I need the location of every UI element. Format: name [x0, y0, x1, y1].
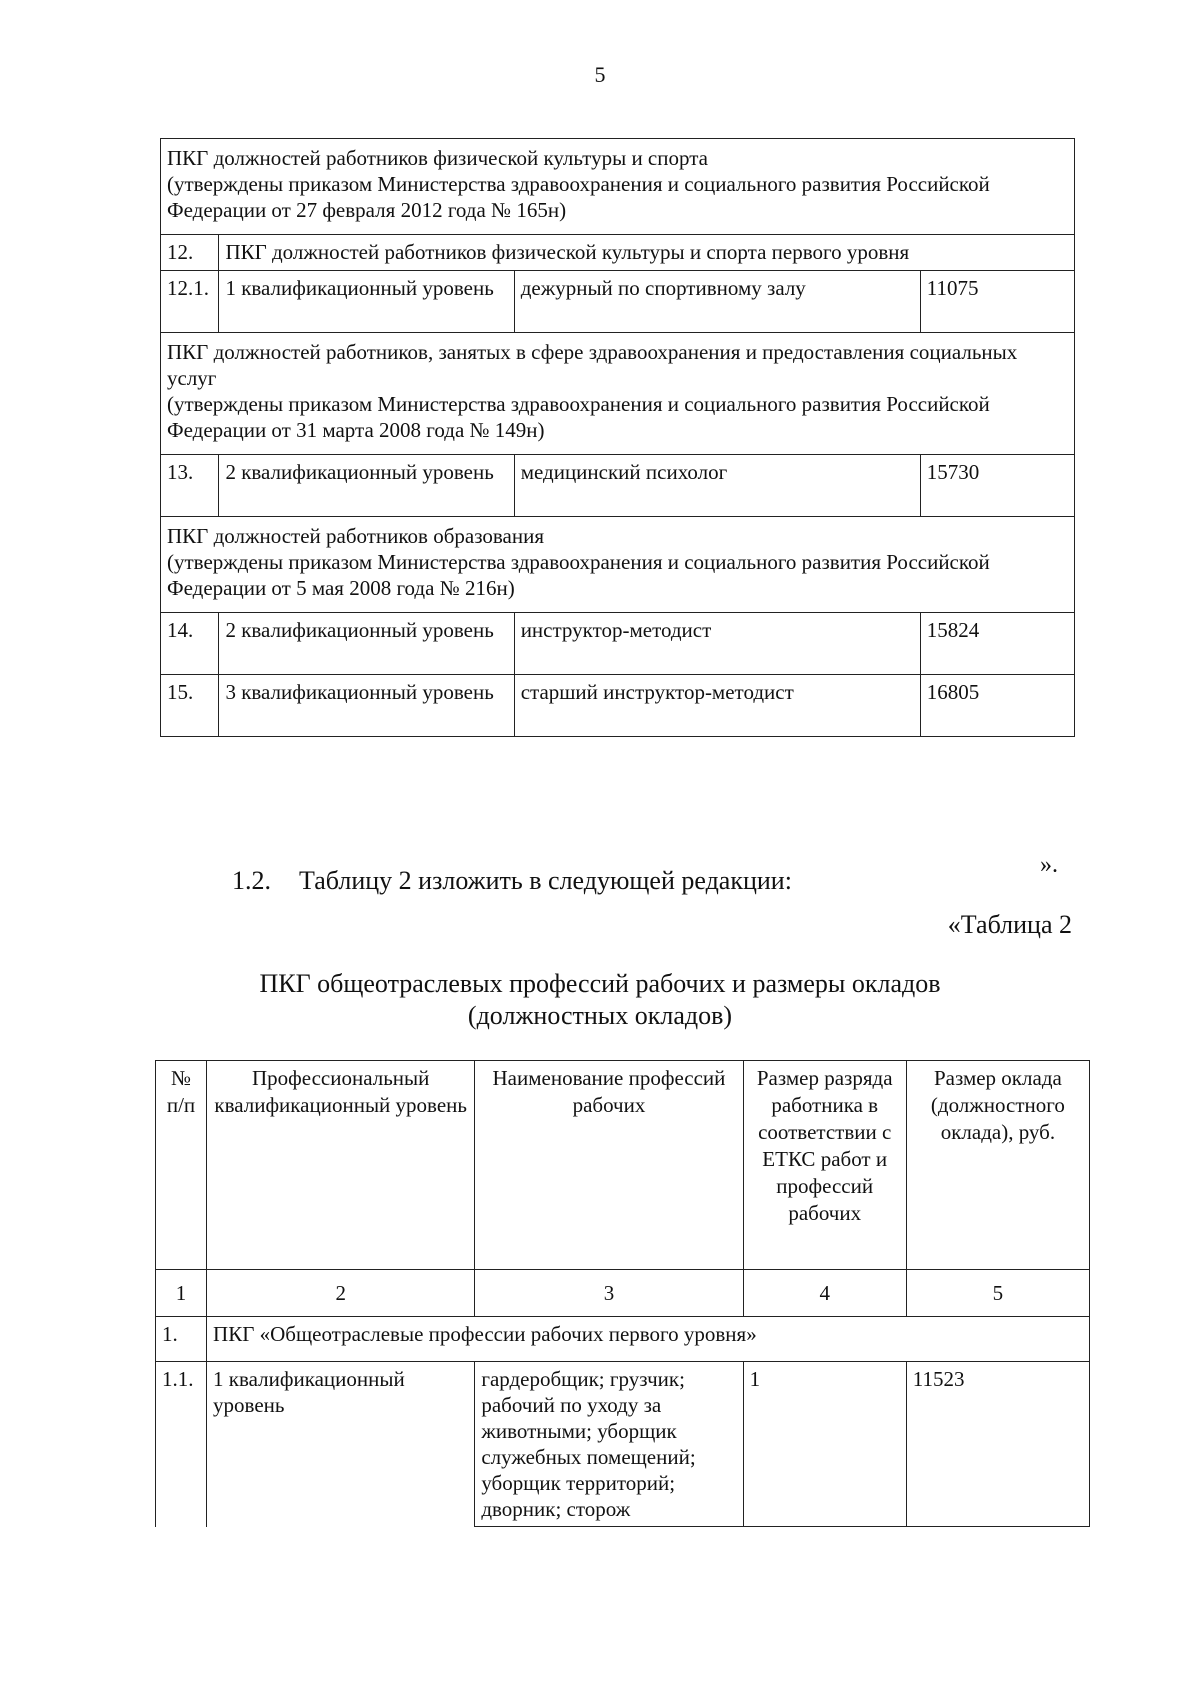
table-title: ПКГ общеотраслевых профессий рабочих и размеры окладов (должностных окладов) — [259, 969, 941, 1030]
row-number: 1.1. — [156, 1362, 207, 1527]
row-number: 12. — [161, 235, 219, 271]
qualification-level: 1 квалификационный уровень — [207, 1362, 475, 1527]
pkg-positions-table-continuation — [160, 138, 1075, 737]
page-number: 5 — [594, 62, 606, 87]
amendment-instruction — [232, 866, 792, 896]
position-name: старший инструктор-методист — [514, 675, 920, 737]
qualification-level: 2 квалификационный уровень — [219, 455, 514, 517]
position-name: инструктор-методист — [514, 613, 920, 675]
row-number: 1. — [156, 1317, 207, 1362]
column-number: 1 — [156, 1270, 207, 1317]
header-rank: Размер разряда работника в соответствии с ЕТКС работ и профессий рабочих — [743, 1061, 906, 1270]
column-number: 2 — [207, 1270, 475, 1317]
salary-value: 11523 — [906, 1362, 1089, 1527]
group-title: ПКГ должностей работников физической культуры и спорта первого уровня — [219, 235, 1075, 271]
instruction-text: Таблицу 2 изложить в следующей редакции: — [299, 866, 792, 895]
section-header-education: ПКГ должностей работников образования (утверждены приказом Министерства здравоохранения и социального развития Российской Федерации от 5 мая 2008 года № 216н) — [161, 517, 1075, 613]
qualification-level: 1 квалификационный уровень — [219, 271, 514, 333]
salary-value: 11075 — [920, 271, 1074, 333]
row-number: 12.1. — [161, 271, 219, 333]
instruction-number: 1.2. — [232, 866, 271, 895]
section-header-sport: ПКГ должностей работников физической культуры и спорта (утверждены приказом Министерства здравоохранения и социального развития Российской Федерации от 27 февраля 2012 года № 165н) — [161, 139, 1075, 235]
group-title: ПКГ «Общеотраслевые профессии рабочих первого уровня» — [207, 1317, 1090, 1362]
header-profession-name: Наименование профессий рабочих — [475, 1061, 743, 1270]
section-header-health: ПКГ должностей работников, занятых в сфере здравоохранения и предоставления социальных услуг (утверждены приказом Министерства здравоохранения и социального развития Российской Федерации от 31 марта 2008 года № 149н) — [161, 333, 1075, 455]
profession-list: гардеробщик; грузчик; рабочий по уходу за животными; уборщик служебных помещений; уборщик территорий; дворник; сторож — [475, 1362, 743, 1527]
row-number: 15. — [161, 675, 219, 737]
rank-value: 1 — [743, 1362, 906, 1527]
salary-value: 15730 — [920, 455, 1074, 517]
closing-quote: ». — [1040, 852, 1058, 878]
pkg-workers-table — [155, 1060, 1090, 1527]
row-number: 14. — [161, 613, 219, 675]
table-label: «Таблица 2 — [947, 910, 1072, 939]
row-number: 13. — [161, 455, 219, 517]
header-qualification-level: Профессиональный квалификационный уровень — [207, 1061, 475, 1270]
position-name: медицинский психолог — [514, 455, 920, 517]
column-number: 5 — [906, 1270, 1089, 1317]
qualification-level: 3 квалификационный уровень — [219, 675, 514, 737]
salary-value: 16805 — [920, 675, 1074, 737]
column-number: 3 — [475, 1270, 743, 1317]
header-salary: Размер оклада (должностного оклада), руб. — [906, 1061, 1089, 1270]
column-number: 4 — [743, 1270, 906, 1317]
header-number: № п/п — [156, 1061, 207, 1270]
salary-value: 15824 — [920, 613, 1074, 675]
position-name: дежурный по спортивному залу — [514, 271, 920, 333]
qualification-level: 2 квалификационный уровень — [219, 613, 514, 675]
